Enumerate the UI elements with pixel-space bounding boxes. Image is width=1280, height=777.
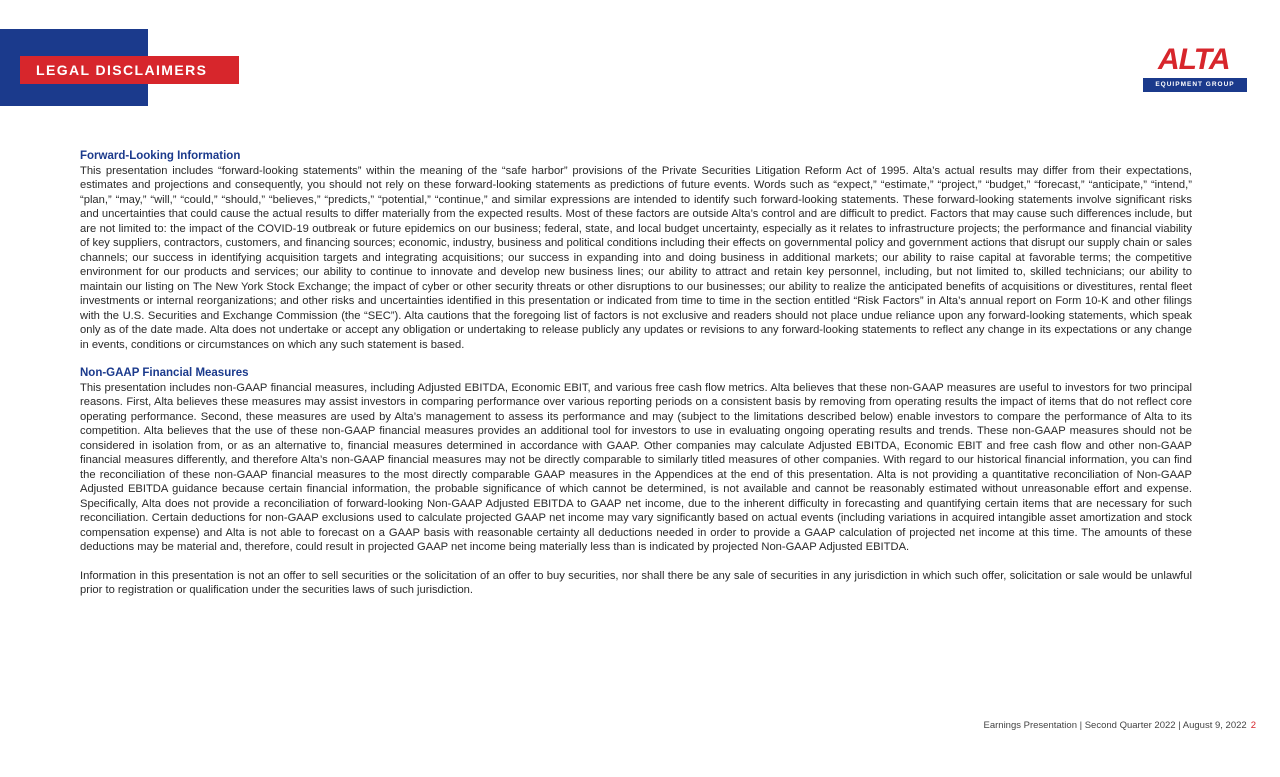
spacer	[80, 555, 1192, 569]
closing-paragraph: Information in this presentation is not an offer to sell securities or the solicitation of an offer to buy securities, nor shall there be any sale of securities in any jurisdiction in which such offer, solicitation or sale would be unlawful prior to registration or qualification under the securities laws of such jurisdiction.	[80, 569, 1192, 596]
spacer	[80, 352, 1192, 366]
footer	[984, 720, 1257, 731]
page-number: 2	[1250, 720, 1256, 731]
section-body-forward-looking: This presentation includes “forward-looking statements” within the meaning of the “safe harbor” provisions of the Private Securities Litigation Reform Act of 1995. Alta’s actual results may differ from their expectations, estimates and projections and consequently, you should not rely on these forward-looking statements as predictions of future events. Words such as “expect,” “estimate,” “project,” “budget,” “forecast,” “anticipate,” “intend,” “plan,” “may,” “will,” “could,” “should,” “believes,” “predicts,” “potential,” “continue,” and similar expressions are intended to identify such forward-looking statements. These forward-looking statements involve significant risks and uncertainties that could cause the actual results to differ materially from the expected results. Most of these factors are outside Alta’s control and are difficult to predict. Factors that may cause such differences include, but are not limited to: the impact of the COVID-19 outbreak or future epidemics on our business; federal, state, and local budget uncertainty, especially as it relates to infrastructure projects; the performance and financial viability of key suppliers, contractors, customers, and financing sources; economic, industry, business and political conditions including their effects on governmental policy and government actions that disrupt our supply chain or sales channels; our success in identifying acquisition targets and integrating acquisitions; our success in expanding into and doing business in additional markets; our ability to raise capital at favorable terms; the competitive environment for our products and services; our ability to continue to innovate and develop new business lines; our ability to attract and retain key personnel, including, but not limited to, skilled technicians; our ability to maintain our listing on The New York Stock Exchange; the impact of cyber or other security threats or other disruptions to our businesses; our ability to realize the anticipated benefits of acquisitions or divestitures, rental fleet investments or internal reorganizations; and other risks and uncertainties identified in this presentation or indicated from time to time in the section entitled “Risk Factors” in Alta’s annual report on Form 10-K and other filings with the U.S. Securities and Exchange Commission (the “SEC”). Alta cautions that the foregoing list of factors is not exclusive and readers should not place undue reliance upon any forward-looking statements, which speak only as of the date made. Alta does not undertake or accept any obligation or undertaking to release publicly any updates or revisions to any forward-looking statements to reflect any change in its expectations or any change in events, conditions or circumstances on which any such statement is based.	[80, 164, 1192, 351]
logo-subtitle: EQUIPMENT GROUP	[1143, 78, 1247, 92]
section-heading-non-gaap: Non-GAAP Financial Measures	[80, 367, 249, 379]
section-heading-forward-looking: Forward-Looking Information	[80, 150, 241, 162]
footer-text: Earnings Presentation | Second Quarter 2022 | August 9, 2022	[983, 720, 1247, 731]
page-title: LEGAL DISCLAIMERS	[20, 56, 239, 84]
section-body-non-gaap: This presentation includes non-GAAP financial measures, including Adjusted EBITDA, Economic EBIT, and various free cash flow metrics. Alta believes that these non-GAAP measures are useful to investors for two principal reasons. First, Alta believes these measures may assist investors in comparing performance over various reporting periods on a consistent basis by removing from operating results the impact of items that do not reflect core operating performance. Second, these measures are used by Alta’s management to assess its performance and may (subject to the limitations described below) enable investors to compare the performance of Alta to its competition. Alta believes that the use of these non-GAAP financial measures provides an additional tool for investors to use in evaluating ongoing operating results and trends. These non-GAAP measures should not be considered in isolation from, or as an alternative to, financial measures determined in accordance with GAAP. Other companies may calculate Adjusted EBITDA, Economic EBIT and free cash flow and other non-GAAP financial measures differently, and therefore Alta’s non-GAAP financial measures may not be directly comparable to similarly titled measures of other companies. With regard to our historical financial information, you can find the reconciliation of these non-GAAP financial measures to the most directly comparable GAAP measures in the Appendices at the end of this presentation. Alta is not providing a quantitative reconciliation of Non-GAAP Adjusted EBITDA guidance because certain financial information, the probable significance of which cannot be determined, is not available and cannot be reasonably estimated without unreasonable effort and expense. Specifically, Alta does not provide a reconciliation of forward-looking Non-GAAP Adjusted EBITDA to GAAP net income, due to the inherent difficulty in forecasting and quantifying certain items that are necessary for such reconciliation. Certain deductions for non-GAAP exclusions used to calculate projected GAAP net income may vary significantly based on actual events (including variations in acquired intangible asset amortization and stock compensation expense) and Alta is not able to forecast on a GAAP basis with reasonable certainty all deductions needed in order to provide a GAAP calculation of projected net income at this time. The amounts of these deductions may be material and, therefore, could result in projected GAAP net income being materially less than is indicated by projected Non-GAAP Adjusted EBITDA.	[80, 381, 1192, 553]
logo-wordmark: ALTA	[1158, 43, 1230, 76]
disclaimer-content	[80, 149, 1192, 598]
alta-logo	[1140, 45, 1250, 95]
